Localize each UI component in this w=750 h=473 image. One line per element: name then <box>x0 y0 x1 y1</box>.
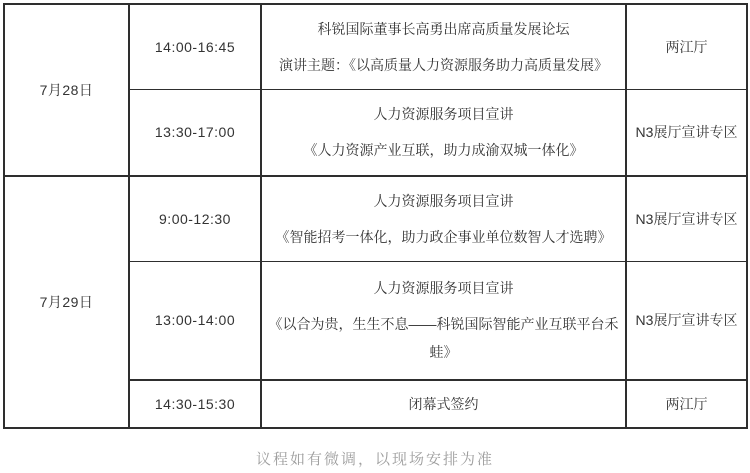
event-subtitle: 《人力资源产业互联，助力成渝双城一体化》 <box>303 142 584 159</box>
date-cell-jul28: 7月28日 <box>4 4 129 176</box>
event-cell <box>261 89 626 176</box>
event-cell <box>261 4 626 89</box>
event-row <box>4 4 747 89</box>
event-title: 人力资源服务项目宣讲 <box>373 192 514 209</box>
event-cell <box>261 261 626 380</box>
event-subtitle: 《智能招考一体化，助力政企事业单位数智人才选聘》 <box>275 228 612 245</box>
event-subtitle: 《以合为贵，生生不息——科锐国际智能产业互联平台禾蛙》 <box>268 316 619 361</box>
event-title: 闭幕式签约 <box>408 396 479 412</box>
time-cell: 13:00-14:00 <box>129 261 261 380</box>
location-cell: N3展厅宣讲专区 <box>626 89 747 176</box>
date-cell-jul29: 7月29日 <box>4 176 129 428</box>
event-cell <box>261 176 626 261</box>
agenda-table <box>3 3 748 429</box>
time-cell: 13:30-17:00 <box>129 89 261 176</box>
time-cell: 14:30-15:30 <box>129 380 261 428</box>
event-title: 人力资源服务项目宣讲 <box>373 280 514 297</box>
location-cell: N3展厅宣讲专区 <box>626 176 747 261</box>
location-cell: N3展厅宣讲专区 <box>626 261 747 380</box>
footer-note: 议程如有微调，以现场安排为准 <box>255 451 494 468</box>
time-cell: 9:00-12:30 <box>129 176 261 261</box>
event-cell <box>261 380 626 428</box>
location-cell: 两江厅 <box>626 4 747 89</box>
time-cell: 14:00-16:45 <box>129 4 261 89</box>
event-subtitle: 演讲主题：《以高质量人力资源服务助力高质量发展》 <box>279 56 608 73</box>
event-title: 人力资源服务项目宣讲 <box>373 106 514 123</box>
agenda-page <box>0 3 750 473</box>
event-title: 科锐国际董事长高勇出席高质量发展论坛 <box>317 20 570 37</box>
location-cell: 两江厅 <box>626 380 747 428</box>
event-row <box>4 176 747 261</box>
